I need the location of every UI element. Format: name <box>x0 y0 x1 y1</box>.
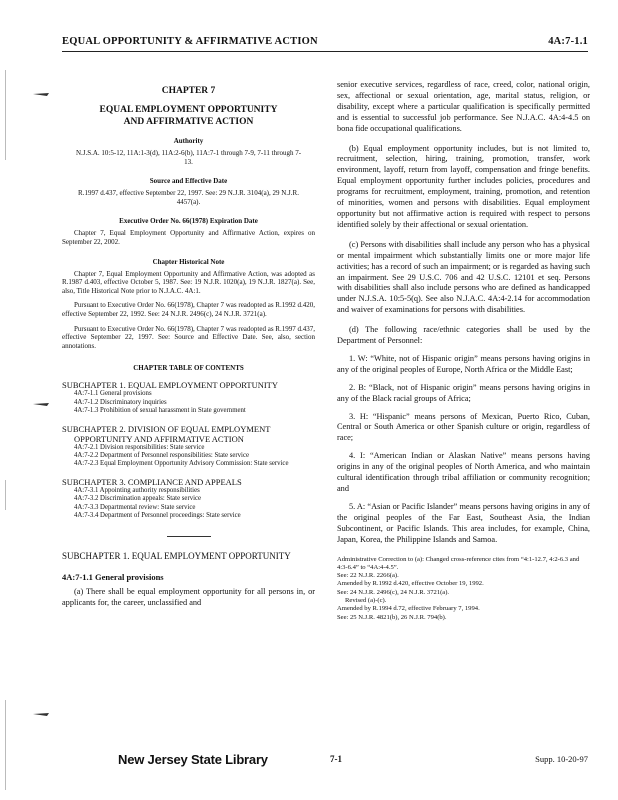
header-section-code: 4A:7-1.1 <box>548 36 588 47</box>
page-number: 7-1 <box>330 754 342 764</box>
historical-note-heading: Chapter Historical Note <box>152 257 225 266</box>
scan-gutter-line <box>5 70 6 160</box>
historical-note-paragraph: Pursuant to Executive Order No. 66(1978), Chapter 7 was readopted as R.1997 d.437, effective September 22, 1997. See: Source and Effective Date. See, also, section annotations. <box>62 324 315 350</box>
paragraph-b: (b) Equal employment opportunity includes, but is not limited to, recruitment, selection, hiring, training, promotion, transfer, work environment, layoff, return from layoff, compensation and fringe benefits. Equal employment opportunity further includes policies, procedures and programs for recruitment, employment, training, promotion, and retention of minorities, women and persons with disabilities. Equal employment opportunity but not affirmative action is required with respect to persons identified solely by their affectional or sexual orientation. <box>337 143 590 229</box>
amendment-note: Amended by R.1994 d.72, effective February 7, 1994. <box>337 605 480 613</box>
toc-entry-link[interactable]: 4A:7-2.2 Department of Personnel responsibilities: State service <box>74 451 249 459</box>
chapter-title-line-1: EQUAL EMPLOYMENT OPPORTUNITY <box>99 105 278 115</box>
amendment-notes <box>337 556 590 622</box>
scan-gutter-line <box>5 700 6 790</box>
authority-text: N.J.S.A. 10:5-12, 11A:1-3(d), 11A:2-6(b), 11A:7-1 through 7-9, 7-11 through 7-13. <box>75 149 302 166</box>
margin-tick-mark <box>33 92 49 97</box>
category-item: 4. I: “American Indian or Alaskan Native” means persons having origins in any of the original peoples of North America, and who maintain cultural identification through tribal affiliation or community recognition; and <box>337 451 590 493</box>
amendment-note: See: 22 N.J.R. 2266(a). <box>337 572 399 580</box>
category-item: 3. H: “Hispanic” means persons of Mexican, Puerto Rico, Cuban, Central or South America or other Spanish culture or origin, regardless of race; <box>337 411 590 443</box>
paragraph-a-continued: senior executive services, regardless of race, creed, color, national origin, sex, affectional or sexual orientation, age, marital status, religion, or disability, except where a particular qualification is specifically permitted and is essential to successful job performance. See N.J.A.C. 4A:4-4.5 on bona fide occupational qualifications. <box>337 80 590 133</box>
toc-entry-link[interactable]: 4A:7-3.2 Discrimination appeals: State service <box>74 495 202 503</box>
amendment-note: Administrative Correction to (a): Changed cross-reference cites from “4:1-12.7, 4:2-6.3 and 4:3-6.4” to “4A:4-4.5”. <box>337 555 580 571</box>
toc-entry-link[interactable]: 4A:7-3.4 Department of Personnel proceedings: State service <box>74 511 241 519</box>
margin-tick-mark <box>33 402 49 407</box>
subchapter-heading: SUBCHAPTER 1. EQUAL EMPLOYMENT OPPORTUNITY <box>62 551 291 562</box>
source-heading: Source and Effective Date <box>149 177 228 186</box>
chapter-title <box>62 104 315 128</box>
running-header <box>62 36 588 52</box>
library-stamp: New Jersey State Library <box>118 752 268 767</box>
toc-entry-link[interactable]: 4A:7-1.2 Discriminatory inquiries <box>74 398 167 406</box>
section-divider <box>167 536 211 537</box>
category-item: 5. A: “Asian or Pacific Islander” means persons having origins in any of the original peoples of the Far East, Southeast Asia, the Indian Subcontinent, or Pacific Islands. This area includes, for example, China, Japan, Korea, the Philippine Islands and Samoa. <box>337 501 590 544</box>
category-item: 2. B: “Black, not of Hispanic origin” means persons having origins in any of the Black racial groups of Africa; <box>337 382 590 403</box>
toc-subchapter-heading: SUBCHAPTER 2. DIVISION OF EQUAL EMPLOYMENT OPPORTUNITY AND AFFIRMATIVE ACTION <box>62 423 271 444</box>
toc-entry-link[interactable]: 4A:7-2.3 Equal Employment Opportunity Advisory Commission: State service <box>74 460 289 468</box>
right-column <box>337 80 590 622</box>
amendment-note: Amended by R.1992 d.420, effective October 19, 1992. <box>337 580 484 588</box>
authority-heading: Authority <box>173 137 204 145</box>
toc-subchapter <box>62 424 315 469</box>
historical-note-paragraph: Chapter 7, Equal Employment Opportunity and Affirmative Action, was adopted as R.1987 d.403, effective October 5, 1987. See: 19 N.J.R. 1020(a), 19 N.J.R. 1827(a). See, also, Title Historical Note prior to N.J.A.C. 4A:1. <box>62 269 315 295</box>
paragraph-d: (d) The following race/ethnic categories shall be used by the Department of Personnel: <box>337 325 590 346</box>
header-rule <box>62 51 588 52</box>
scan-gutter-line <box>5 480 6 510</box>
toc-entry-link[interactable]: 4A:7-3.1 Appointing authority responsibilities <box>74 486 200 494</box>
amendment-note: See: 24 N.J.R. 2496(c), 24 N.J.R. 3721(a). <box>337 588 450 596</box>
toc-entry-link[interactable]: 4A:7-1.1 General provisions <box>74 390 152 398</box>
amendment-note: Revised (a)-(c). <box>345 597 387 605</box>
section-title: 4A:7-1.1 General provisions <box>62 572 164 583</box>
toc-subchapter-heading: SUBCHAPTER 1. EQUAL EMPLOYMENT OPPORTUNITY <box>62 380 279 391</box>
historical-note-paragraph: Pursuant to Executive Order No. 66(1978), Chapter 7 was readopted as R.1992 d.420, effective September 22, 1992. See: 24 N.J.R. 2496(c), 24 N.J.R. 3721(a). <box>62 301 315 318</box>
toc-heading: CHAPTER TABLE OF CONTENTS <box>133 364 244 373</box>
toc-entry-link[interactable]: 4A:7-2.1 Division responsibilities: State service <box>74 443 205 451</box>
page-footer <box>62 752 588 772</box>
header-title: EQUAL OPPORTUNITY & AFFIRMATIVE ACTION <box>62 36 318 47</box>
toc-subchapter-heading: SUBCHAPTER 3. COMPLIANCE AND APPEALS <box>62 476 242 487</box>
amendment-note: See: 25 N.J.R. 4821(b), 26 N.J.R. 794(b). <box>337 613 447 621</box>
exec-order-heading: Executive Order No. 66(1978) Expiration Date <box>119 217 258 226</box>
toc-entry-link[interactable]: 4A:7-1.3 Prohibition of sexual harassment in State government <box>74 407 246 415</box>
source-text: R.1997 d.437, effective September 22, 1997. See: 29 N.J.R. 3104(a), 29 N.J.R. 4457(a). <box>78 189 299 206</box>
left-column <box>62 80 315 609</box>
category-item: 1. W: “White, not of Hispanic origin” means persons having origins in any of the original peoples of Europe, North Africa or the Middle East; <box>337 353 590 374</box>
paragraph-c: (c) Persons with disabilities shall include any person who has a physical or mental impairment which substantially limits one or more major life activities; has a record of such an impairment; or is regarded as having such an impairment. See 29 U.S.C. 706 and 42 U.S.C. 12101 et seq. Persons with disabilities shall also include persons who are defined as handicapped under N.J.S.A. 10:5-5(q). See also N.J.A.C. 4A:4-2.14 for accommodation and waiver of examinations for persons with disabilities. <box>337 239 590 315</box>
margin-tick-mark <box>33 712 49 717</box>
exec-order-text: Chapter 7, Equal Employment Opportunity and Affirmative Action, expires on September 22, 2002. <box>62 229 315 246</box>
chapter-number: CHAPTER 7 <box>161 86 216 96</box>
chapter-title-line-2: AND AFFIRMATIVE ACTION <box>123 117 254 127</box>
toc-subchapter <box>62 380 315 415</box>
toc-subchapter <box>62 477 315 521</box>
paragraph-a-start: (a) There shall be equal employment opportunity for all persons in, or applicants for, the career, unclassified and <box>62 587 315 608</box>
supplement-date: Supp. 10-20-97 <box>535 754 588 764</box>
toc-entry-link[interactable]: 4A:7-3.3 Departmental review: State service <box>74 503 196 511</box>
